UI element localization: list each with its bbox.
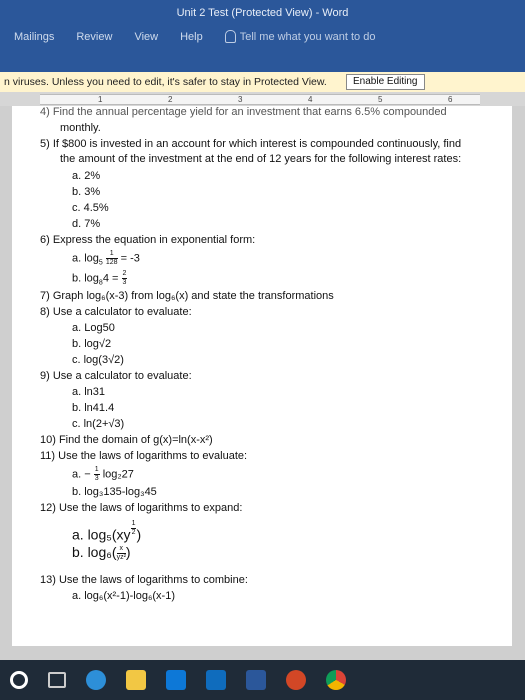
ribbon-tabs: [14, 30, 375, 43]
q6b-num: 2: [122, 270, 127, 277]
edge-icon[interactable]: [86, 670, 106, 690]
q12b-fraction: [117, 545, 126, 562]
store-icon[interactable]: [166, 670, 186, 690]
question-8-option-a: a. Log50: [72, 322, 115, 334]
q11a-den: 3: [94, 475, 99, 482]
lightbulb-icon: [225, 30, 236, 43]
q6a-num: 1: [106, 250, 118, 259]
q12a-prefix: a. log₅(xy: [72, 526, 131, 543]
question-4-line-1: 4) Find the annual percentage yield for an investment that earns 6.5% compounded: [40, 106, 447, 118]
q6b-arg: 4: [102, 272, 109, 285]
cortana-circle-icon[interactable]: [10, 671, 28, 689]
q6b-den: 3: [122, 279, 127, 286]
file-explorer-icon[interactable]: [126, 670, 146, 690]
mail-icon[interactable]: [206, 670, 226, 690]
tab-help[interactable]: Help: [180, 30, 203, 43]
question-11: 11) Use the laws of logarithms to evaluate:: [40, 450, 248, 462]
question-5-line-1: 5) If $800 is invested in an account for which interest is compounded continuously, find: [40, 138, 462, 150]
task-view-icon[interactable]: [48, 672, 66, 688]
question-6: 6) Express the equation in exponential form:: [40, 234, 256, 246]
window-title: Unit 2 Test (Protected View) - Word: [176, 7, 349, 19]
q12b-num: x: [117, 545, 126, 554]
ruler-number: 3: [238, 95, 243, 104]
question-13-option-a: a. log₆(x²-1)-log₆(x-1): [72, 590, 176, 602]
q6a-base: 5: [98, 259, 103, 267]
windows-taskbar: [0, 660, 525, 700]
tell-me-box[interactable]: [225, 30, 376, 43]
powerpoint-icon[interactable]: [286, 670, 306, 690]
q6b-base: 8: [98, 279, 103, 287]
horizontal-ruler[interactable]: [0, 92, 525, 106]
tab-review[interactable]: Review: [76, 30, 113, 43]
q6a-fraction: [106, 250, 118, 267]
question-5-option-b: b. 3%: [72, 186, 101, 198]
tell-me-text: Tell me what you want to do: [239, 30, 376, 43]
question-6-option-b: b. $\log_84$ = $\frac{2}{3}$: [72, 270, 127, 287]
tab-mailings[interactable]: Mailings: [14, 30, 55, 43]
q6a-den: 128: [105, 259, 118, 266]
q12b-close: ): [125, 544, 131, 560]
question-5-option-a: a. 2%: [72, 170, 101, 182]
question-6-option-a: [72, 250, 140, 267]
q6b-fraction: [122, 270, 128, 287]
question-12-option-a: [72, 520, 141, 543]
window-titlebar: [0, 0, 525, 26]
protected-view-bar: [0, 72, 525, 92]
question-12-option-b: [72, 544, 131, 562]
ruler-number: 4: [308, 95, 313, 104]
question-13: 13) Use the laws of logarithms to combine:: [40, 574, 248, 586]
ruler-number: 6: [448, 95, 453, 104]
ruler-bar: [40, 94, 480, 105]
q12b-prefix: b. log₆(: [72, 544, 117, 560]
question-8-option-b: b. log√2: [72, 338, 112, 350]
document-page[interactable]: [12, 106, 512, 646]
q11a-prefix: a. −: [72, 468, 91, 481]
question-9-option-c: c. ln(2+√3): [72, 418, 125, 430]
question-7: 7) Graph log₆(x-3) from log₆(x) and state the transformations: [40, 290, 334, 302]
protected-view-message: n viruses. Unless you need to edit, it's safer to stay in Protected View.: [4, 76, 327, 88]
question-8-option-c: c. log(3√2): [72, 354, 124, 366]
question-10: 10) Find the domain of g(x)=ln(x-x²): [40, 434, 213, 446]
page-gap: [0, 646, 525, 660]
enable-editing-button[interactable]: Enable Editing: [346, 74, 425, 90]
question-9-option-a: a. ln31: [72, 386, 106, 398]
q6a-rhs: = -3: [120, 252, 140, 265]
ruler-number: 1: [98, 95, 103, 104]
question-9: 9) Use a calculator to evaluate:: [40, 370, 192, 382]
q12b-den: yz²: [116, 553, 126, 561]
question-9-option-b: b. ln41.4: [72, 402, 115, 414]
ribbon: [0, 26, 525, 72]
ruler-number: 5: [378, 95, 383, 104]
q11a-num: 1: [94, 466, 99, 473]
q6a-prefix: a. log: [72, 252, 99, 265]
word-icon[interactable]: [246, 670, 266, 690]
question-11-option-b: b. log₃135-log₃45: [72, 486, 157, 498]
question-5-line-2: the amount of the investment at the end of 12 years for the following interest rates:: [60, 153, 462, 165]
chrome-icon[interactable]: [326, 670, 346, 690]
question-4-line-2: monthly.: [60, 122, 101, 134]
ruler-number: 2: [168, 95, 173, 104]
question-5-option-d: d. 7%: [72, 218, 101, 230]
q12a-den: 2: [131, 529, 136, 536]
question-5-option-c: c. 4.5%: [72, 202, 109, 214]
q12a-num: 1: [131, 520, 136, 527]
q12a-close: ): [136, 526, 142, 543]
question-8: 8) Use a calculator to evaluate:: [40, 306, 192, 318]
q6b-prefix: b. log: [72, 272, 99, 285]
q11a-rest: log₂27: [102, 468, 134, 481]
tab-view[interactable]: View: [134, 30, 159, 43]
question-12: 12) Use the laws of logarithms to expand:: [40, 502, 243, 514]
question-11-option-a: [72, 466, 134, 483]
q11a-fraction: [94, 466, 100, 483]
